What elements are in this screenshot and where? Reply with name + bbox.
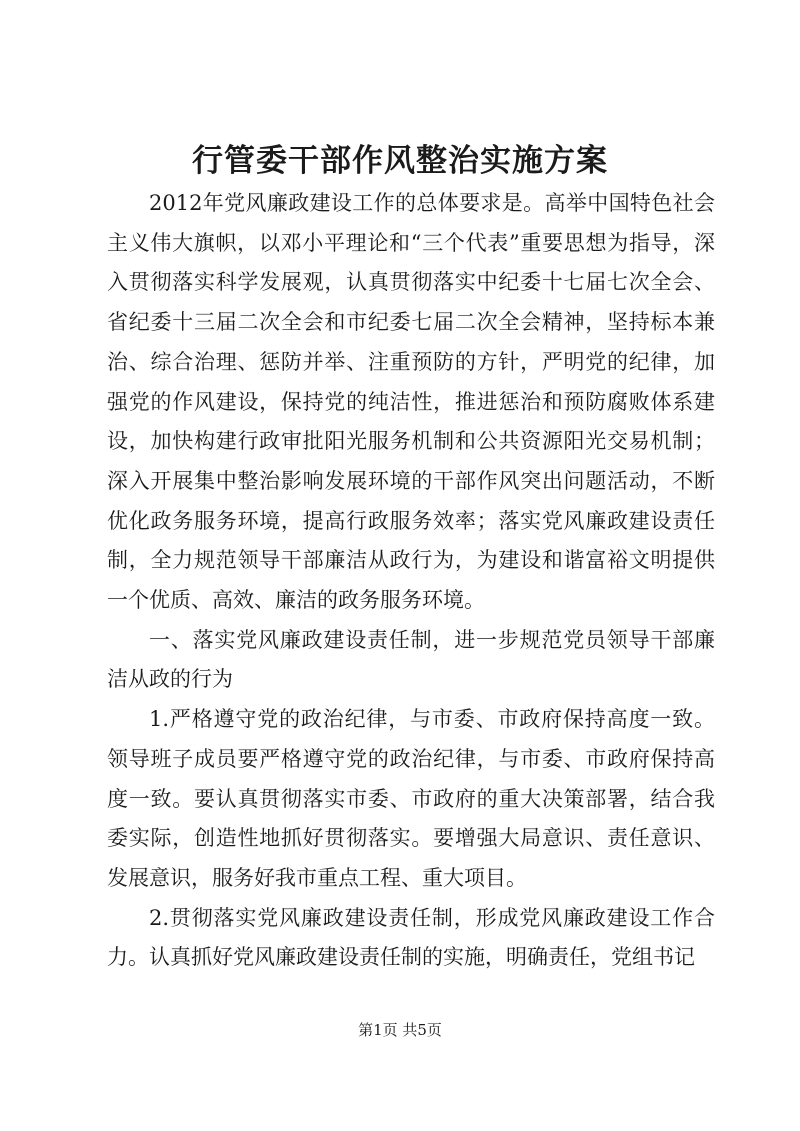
section-heading-1: 一、落实党风廉政建设责任制，进一步规范党员领导干部廉洁从政的行为: [107, 627, 715, 692]
page-footer: 第1页 共5页: [358, 1021, 442, 1039]
paragraph-item-1: 1.严格遵守党的政治纪律，与市委、市政府保持高度一致。领导班子成员要严格遵守党的政治纪律，与市委、市政府保持高度一致。要认真贯彻落实市委、市政府的重大决策部署，结合我委实际，创造性地抓好贯彻落实。要增强大局意识、责任意识、发展意识，服务好我市重点工程、重大项目。: [107, 707, 715, 890]
document-title: 行管委干部作风整治实施方案: [192, 143, 608, 179]
paragraph-intro: 2012年党风廉政建设工作的总体要求是。高举中国特色社会主义伟大旗帜，以邓小平理论和“三个代表”重要思想为指导，深入贯彻落实科学发展观，认真贯彻落实中纪委十七届七次全会、省纪委十三届二次全会和市纪委七届二次全会精神，坚持标本兼治、综合治理、惩防并举、注重预防的方针，严明党的纪律，加强党的作风建设，保持党的纯洁性，推进惩治和预防腐败体系建设，加快构建行政审批阳光服务机制和公共资源阳光交易机制；深入开展集中整治影响发展环境的干部作风突出问题活动，不断优化政务服务环境，提高行政服务效率；落实党风廉政建设责任制，全力规范领导干部廉洁从政行为，为建设和谐富裕文明提供一个优质、高效、廉洁的政务服务环境。: [107, 191, 715, 613]
paragraph-item-2: 2.贯彻落实党风廉政建设责任制，形成党风廉政建设工作合力。认真抓好党风廉政建设责任制的实施，明确责任，党组书记: [107, 905, 715, 970]
document-body: [107, 184, 715, 978]
